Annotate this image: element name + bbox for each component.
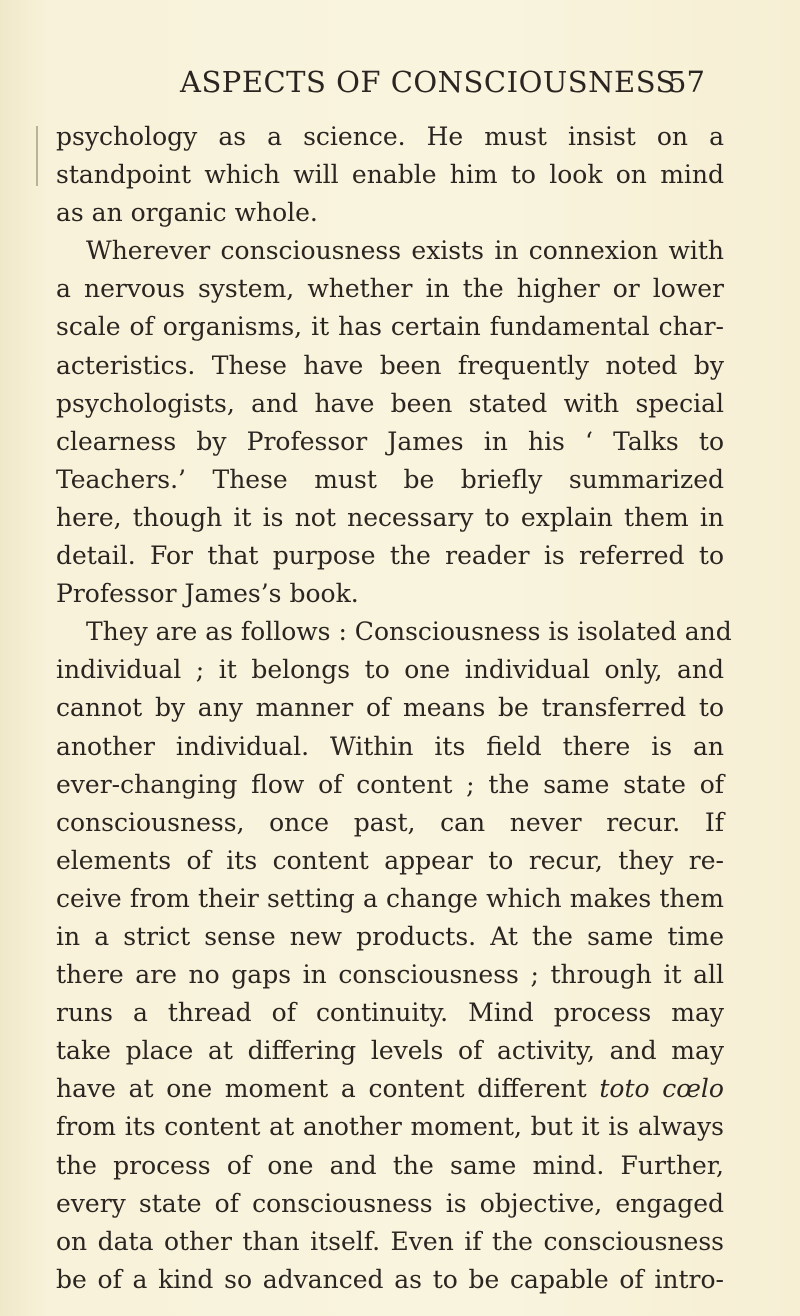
- text-line: runs a thread of continuity. Mind process may: [56, 998, 724, 1028]
- text-line: acteristics. These have been frequently noted by: [56, 350, 724, 380]
- text-line: every state of consciousness is objective, engaged: [56, 1188, 724, 1218]
- text-line: be of a kind so advanced as to be capable of intro-: [56, 1264, 724, 1294]
- text-line: standpoint which will enable him to look on mind: [56, 160, 724, 190]
- text-line: Professor James’s book.: [56, 579, 359, 609]
- text-line: ceive from their setting a change which makes them: [56, 883, 724, 913]
- text-line: individual ; it belongs to one individual only, and: [56, 655, 724, 685]
- text-line: another individual. Within its field there is an: [56, 731, 724, 761]
- text-line: psychology as a science. He must insist on a: [56, 122, 724, 151]
- text-line: in a strict sense new products. At the same time: [56, 921, 724, 951]
- margin-mark: [36, 126, 38, 186]
- text-line: have at one moment a content different toto cœlo: [56, 1074, 724, 1104]
- text-line: as an organic whole.: [56, 198, 318, 228]
- text-line: scale of organisms, it has certain fundamental char-: [56, 312, 724, 342]
- text-line: elements of its content appear to recur, they re-: [56, 845, 724, 875]
- text-line: detail. For that purpose the reader is referred to: [56, 541, 724, 571]
- text-line: the process of one and the same mind. Further,: [56, 1150, 724, 1180]
- text-line: here, though it is not necessary to explain them in: [56, 502, 724, 532]
- body-text: [56, 118, 732, 1299]
- text-line: ever-changing flow of content ; the same state of: [56, 769, 724, 799]
- text-line: there are no gaps in consciousness ; through it all: [56, 960, 724, 990]
- running-title: ASPECTS OF CONSCIOUSNESS: [180, 65, 676, 99]
- text-line: psychologists, and have been stated with special: [56, 388, 724, 418]
- italic-phrase: toto cœlo: [599, 1074, 724, 1104]
- text-line: cannot by any manner of means be transferred to: [56, 693, 724, 723]
- text-line: from its content at another moment, but it is always: [56, 1112, 724, 1142]
- text-line: Wherever consciousness exists in connexion with: [86, 236, 724, 266]
- text-line: Teachers.’ These must be briefly summarized: [56, 464, 724, 494]
- page-number: 57: [668, 65, 705, 99]
- text-line: consciousness, once past, can never recur. If: [56, 807, 724, 837]
- text-line: take place at differing levels of activity, and may: [56, 1036, 724, 1066]
- text-line: They are as follows : Consciousness is isolated and: [86, 617, 732, 647]
- text-line: on data other than itself. Even if the consciousness: [56, 1226, 724, 1256]
- text-line: clearness by Professor James in his ‘ Talks to: [56, 426, 724, 456]
- text-line: a nervous system, whether in the higher or lower: [56, 274, 724, 304]
- page-header: [0, 62, 800, 102]
